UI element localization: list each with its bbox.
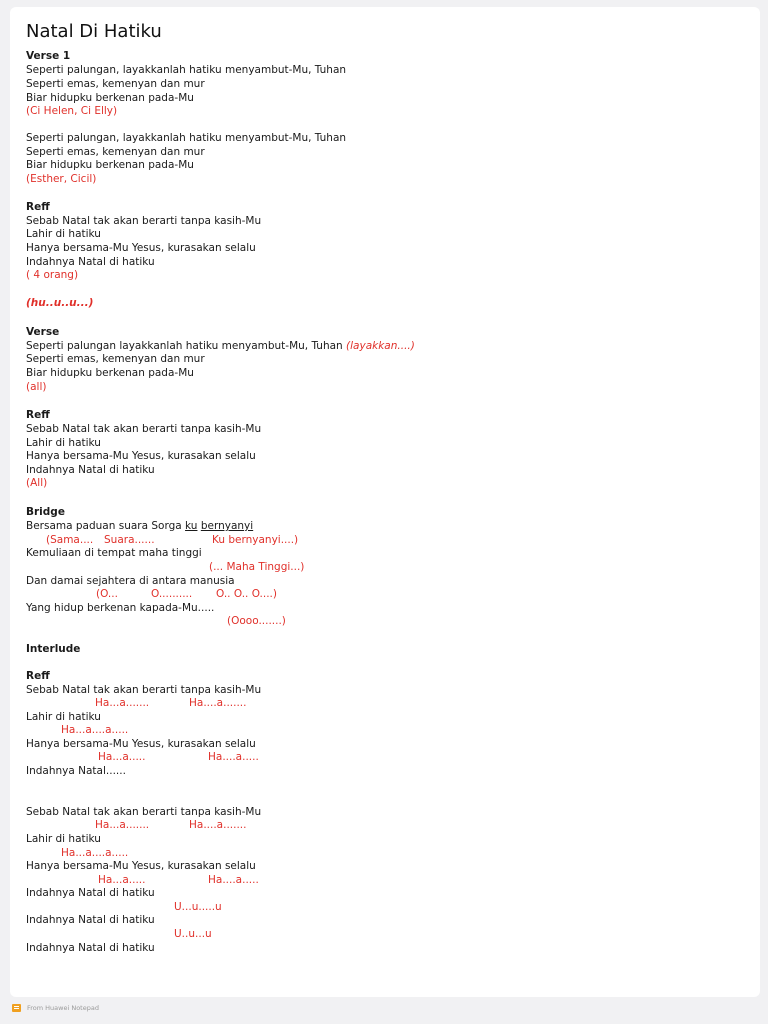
lyric-line: Seperti palungan, layakkanlah hatiku menyambut-Mu, Tuhan [26, 64, 347, 76]
echo-note: Ha....a....... [189, 697, 247, 709]
lyric-line: Kemuliaan di tempat maha tinggi [26, 547, 202, 559]
lyric-line: Seperti emas, kemenyan dan mur [26, 78, 205, 90]
lyric-text: Seperti palungan layakkanlah hatiku menyambut-Mu, Tuhan [26, 340, 343, 352]
echo-note: O.. O.. O....) [216, 588, 277, 600]
singers-note: (All) [26, 477, 48, 489]
lyric-line: Yang hidup berkenan kapada-Mu..... [26, 602, 215, 614]
lyric-line: Indahnya Natal di hatiku [26, 464, 155, 476]
footer-text: From Huawei Notepad [27, 1004, 99, 1012]
echo-note: Ku bernyanyi....) [212, 534, 299, 546]
lyric-line: Biar hidupku berkenan pada-Mu [26, 92, 194, 104]
singers-note: (Ci Helen, Ci Elly) [26, 105, 118, 117]
lyric-line: Indahnya Natal...... [26, 765, 126, 777]
lyric-line: Lahir di hatiku [26, 711, 101, 723]
lyric-line: Seperti palungan, layakkanlah hatiku menyambut-Mu, Tuhan [26, 132, 347, 144]
hum-note: (hu..u..u...) [26, 297, 94, 309]
lyric-line: Indahnya Natal di hatiku [26, 887, 155, 899]
lyric-line: Lahir di hatiku [26, 833, 101, 845]
section-heading-reff: Reff [26, 201, 50, 213]
echo-note: (O... [96, 588, 118, 600]
lyric-line: Hanya bersama-Mu Yesus, kurasakan selalu [26, 242, 256, 254]
lyric-line: Lahir di hatiku [26, 437, 101, 449]
lyric-line: Sebab Natal tak akan berarti tanpa kasih-Mu [26, 423, 262, 435]
lyric-line: Biar hidupku berkenan pada-Mu [26, 367, 194, 379]
lyric-line: Indahnya Natal di hatiku [26, 914, 155, 926]
echo-note: Suara...... [104, 534, 155, 546]
echo-note: (layakkan....) [346, 340, 415, 352]
lyric-line [26, 519, 253, 533]
echo-note: U..u...u [174, 928, 212, 940]
lyric-text: Bersama paduan suara Sorga [26, 520, 186, 532]
echo-note: U...u.....u [174, 901, 222, 913]
section-heading-reff: Reff [26, 409, 50, 421]
lyric-line: Biar hidupku berkenan pada-Mu [26, 159, 194, 171]
echo-note: (Sama.... [46, 534, 94, 546]
section-heading-verse-1: Verse 1 [26, 50, 71, 62]
lyric-line: Indahnya Natal di hatiku [26, 942, 155, 954]
lyric-line: Sebab Natal tak akan berarti tanpa kasih-Mu [26, 684, 262, 696]
singers-note: ( 4 orang) [26, 269, 79, 281]
lyric-line: Hanya bersama-Mu Yesus, kurasakan selalu [26, 738, 256, 750]
lyric-text-underlined: bernyanyi [200, 520, 254, 532]
lyric-line: Indahnya Natal di hatiku [26, 256, 155, 268]
section-heading-bridge: Bridge [26, 506, 65, 518]
note-title: Natal Di Hatiku [26, 21, 162, 42]
section-heading-reff: Reff [26, 670, 50, 682]
echo-note: Ha....a....... [189, 819, 247, 831]
lyric-text-underlined: ku [185, 520, 198, 532]
echo-note: Ha....a..... [208, 874, 259, 886]
singers-note: (Esther, Cicil) [26, 173, 97, 185]
singers-note: (all) [26, 381, 47, 393]
lyric-line: Sebab Natal tak akan berarti tanpa kasih-Mu [26, 806, 262, 818]
echo-note: Ha....a..... [208, 751, 259, 763]
echo-note: Ha...a....... [95, 697, 150, 709]
lyric-line: Sebab Natal tak akan berarti tanpa kasih-Mu [26, 215, 262, 227]
echo-note: Ha...a....a..... [61, 847, 129, 859]
lyric-line [26, 339, 415, 353]
echo-note: O.......... [151, 588, 193, 600]
echo-note: Ha...a....... [95, 819, 150, 831]
echo-note: Ha...a..... [98, 874, 146, 886]
lyric-line: Seperti emas, kemenyan dan mur [26, 353, 205, 365]
section-heading-interlude: Interlude [26, 643, 81, 655]
notepad-icon [12, 1004, 21, 1012]
echo-note: (Oooo.......) [227, 615, 286, 627]
echo-note: Ha...a....a..... [61, 724, 129, 736]
echo-note: (... Maha Tinggi...) [209, 561, 305, 573]
footer-attribution [12, 1002, 99, 1014]
lyric-line: Hanya bersama-Mu Yesus, kurasakan selalu [26, 450, 256, 462]
lyric-line: Lahir di hatiku [26, 228, 101, 240]
note-card [10, 7, 760, 997]
section-heading-verse: Verse [26, 326, 60, 338]
lyric-line: Seperti emas, kemenyan dan mur [26, 146, 205, 158]
echo-note: Ha...a..... [98, 751, 146, 763]
lyric-line: Hanya bersama-Mu Yesus, kurasakan selalu [26, 860, 256, 872]
lyric-line: Dan damai sejahtera di antara manusia [26, 575, 235, 587]
